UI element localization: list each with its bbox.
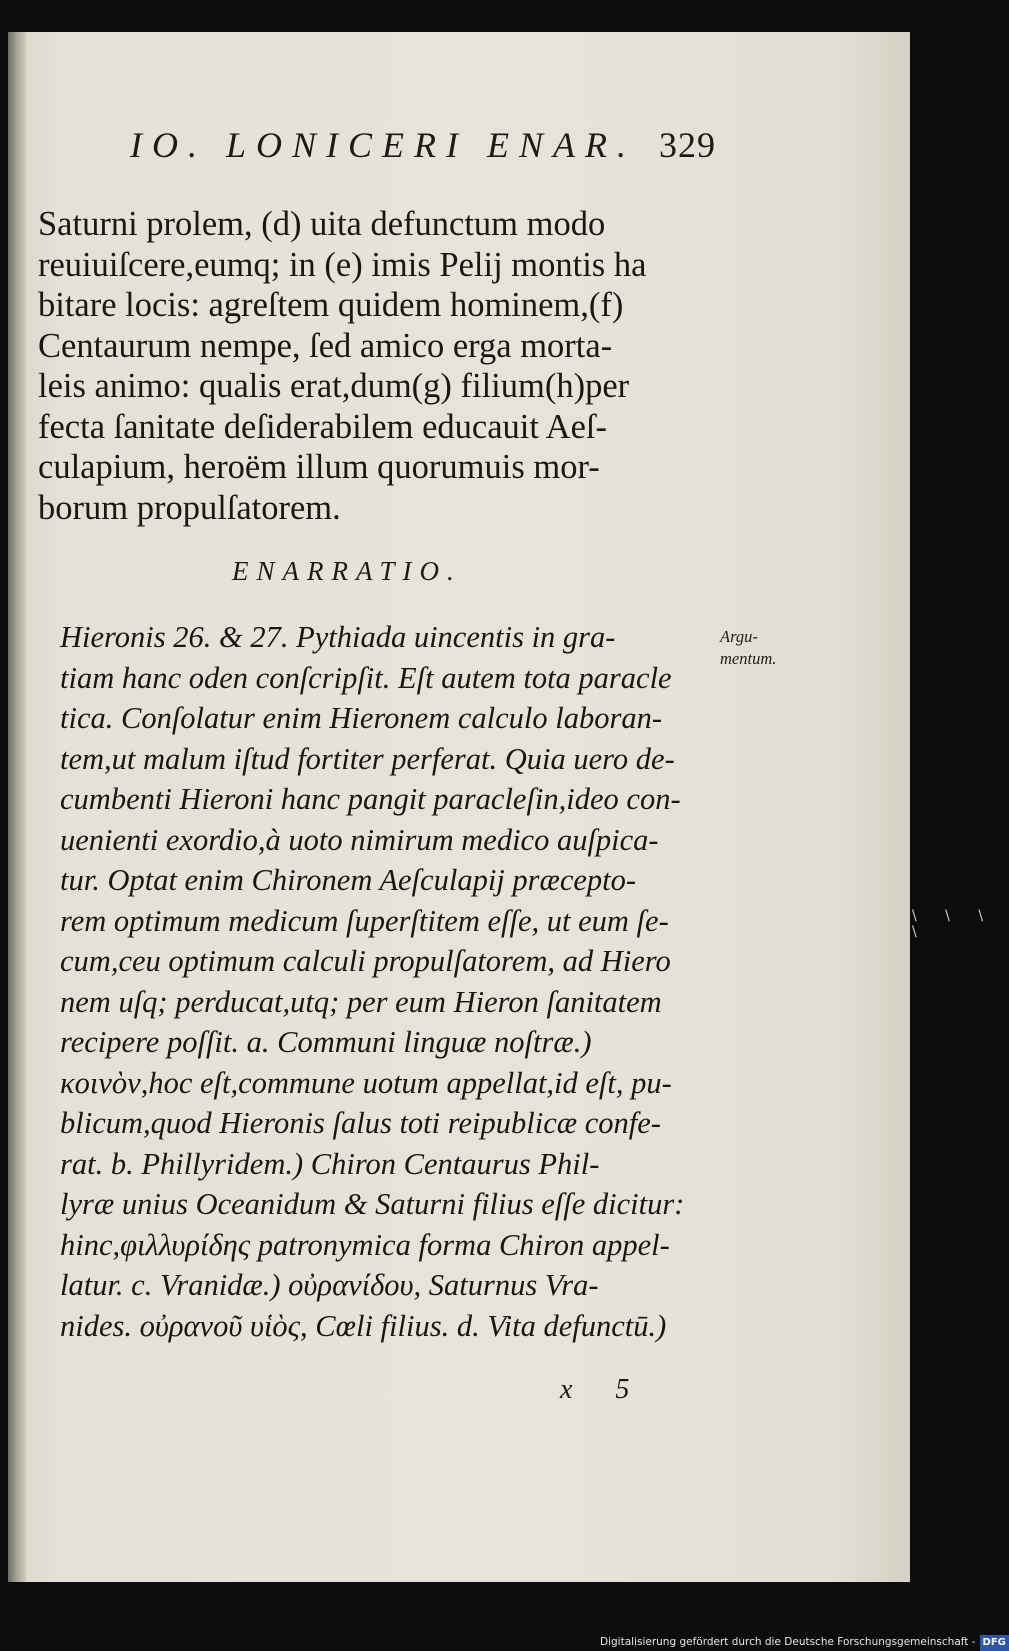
text-line: tiam hanc oden conſcripſit. Eſt autem tota paracle [60,660,672,695]
commentary-block [60,617,730,1346]
text-line: cum,ceu optimum calculi propulſatorem, ad Hiero [60,944,671,978]
verse-translation-block [38,204,728,528]
text-line: nides. οὐρανοῦ υἱὸς, Cœli filius. d. Vita defunctū.) [60,1308,667,1343]
text-line: Centaurum nempe, ſed amico erga morta- [38,326,613,365]
text-line: leis animo: qualis erat,dum(g) filium(h)per [38,367,630,405]
text-line: lyræ unius Oceanidum & Saturni filius eſſe dicitur: [60,1187,685,1221]
running-head [40,124,716,178]
text-line: κοινὸν,hoc eſt,commune uotum appellat,id eſt, pu- [60,1065,672,1100]
text-line: tica. Conſolatur enim Hieronem calculo laboran- [60,701,663,735]
text-line: hinc,φιλλυρίδης patronymica forma Chiron appel- [60,1227,670,1262]
text-line: Hieronis 26. & 27. Pythiada uincentis in gra- [60,620,616,654]
catchword: x 5 [560,1374,648,1405]
text-line: tur. Optat enim Chironem Aeſculapij præcepto- [60,863,637,897]
text-line: bitare locis: agreſtem quidem hominem,(f) [38,286,624,324]
text-line: tem,ut malum iſtud fortiter perferat. Quia uero de- [60,741,675,776]
text-line: blicum,quod Hieronis ſalus toti reipublicæ confe- [60,1106,661,1140]
text-line: uenienti exordio,à uoto nimirum medico auſpica- [60,822,659,857]
text-line: culapium, heroëm illum quorumuis mor- [38,448,600,486]
text-line: borum propulſatorem. [38,488,341,527]
text-line: recipere poſſit. a. Communi linguæ noſtræ.) [60,1025,592,1059]
text-line: latur. c. Vranidæ.) οὐρανίδου, Saturnus Vra- [60,1268,599,1302]
footer-credit [600,1634,1006,1650]
book-page [8,32,910,1582]
margin-note [720,626,806,670]
page-gutter-shadow [8,32,26,1582]
running-head-title: IO. LONICERI ENAR. [130,125,636,165]
dfg-logo: DFG [980,1635,1009,1651]
text-line: Saturni prolem, (d) uita defunctum modo [38,205,606,243]
text-line: cumbenti Hieroni hanc pangit paracleſin,ideo con- [60,782,681,816]
text-line: reuiuiſcere,eumq; in (e) imis Pelij montis ha [38,245,647,284]
text-line: nem uſq; perducat,utq; per eum Hieron ſanitatem [60,984,662,1019]
text-line: rem optimum medicum ſuperſtitem eſſe, ut eum ſe- [60,903,669,938]
text-line: rat. b. Phillyridem.) Chiron Centaurus Phil- [60,1146,600,1181]
margin-note-line: Argu- [720,627,758,646]
page-number: 329 [659,125,716,165]
footer-credit-text: Digitalisierung gefördert durch die Deutsche Forschungsgemeinschaft - [600,1636,976,1648]
section-heading: ENARRATIO. [232,556,462,586]
edge-marks: \ \ \ \ [912,908,996,940]
text-line: fecta ſanitate deſiderabilem educauit Aeſ- [38,407,607,446]
margin-note-line: mentum. [720,649,777,668]
